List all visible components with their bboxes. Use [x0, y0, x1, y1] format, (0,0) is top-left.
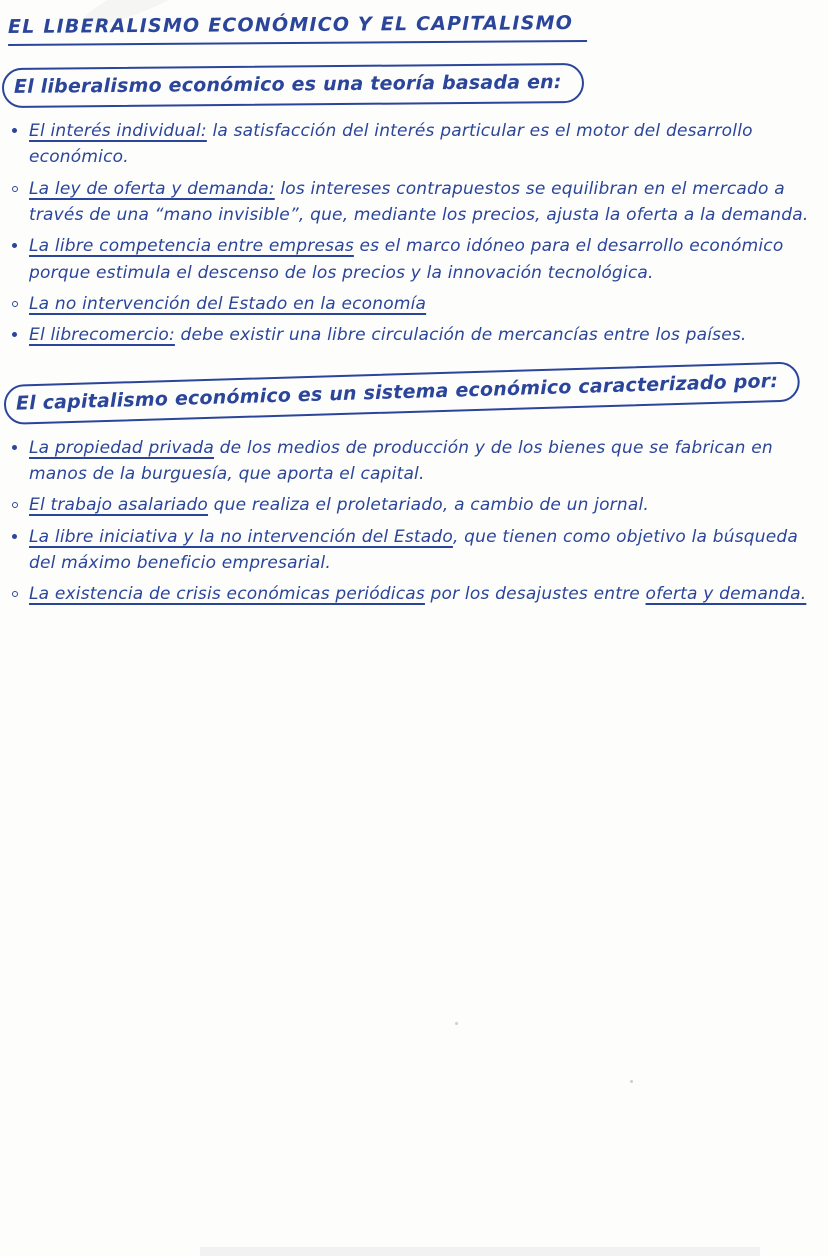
bullet-text [29, 236, 783, 282]
paper-speck [630, 1080, 633, 1083]
bullet-text [29, 438, 773, 484]
list-item [8, 322, 826, 348]
underlined-phrase: El librecomercio: [29, 325, 175, 346]
underlined-phrase: La ley de oferta y demanda: [29, 178, 275, 199]
bullet-marker [12, 186, 18, 192]
bullet-marker [12, 243, 17, 248]
list-item [8, 176, 826, 229]
underlined-phrase: oferta y demanda. [645, 584, 807, 605]
plain-phrase: debe existir una libre circulación de mercancías entre los países. [174, 325, 747, 346]
bullet-marker [12, 534, 17, 539]
capitalismo-bullet-list [0, 435, 828, 608]
bullet-marker [12, 301, 18, 307]
list-item [8, 435, 826, 488]
list-item [8, 118, 826, 171]
liberalismo-heading: El liberalismo económico es una teoría basada en: [13, 71, 562, 98]
underlined-phrase: El interés individual: [29, 121, 207, 141]
bullet-text [29, 294, 426, 314]
bullet-text [29, 527, 798, 573]
capitalismo-heading: El capitalismo económico es un sistema económico caracterizado por: [15, 369, 779, 415]
underlined-phrase: La existencia de crisis económicas periódicas [29, 584, 425, 605]
plain-phrase: es el marco idóneo para el desarrollo económico porque estimula el descenso de los precios y la innovación tecnológica. [29, 236, 784, 283]
bullet-text [29, 121, 753, 167]
list-item [8, 291, 826, 317]
page-title: EL LIBERALISMO ECONÓMICO Y EL CAPITALISMO [8, 12, 587, 46]
liberalismo-heading-bubble [2, 63, 584, 108]
underlined-phrase: La libre competencia entre empresas [29, 236, 354, 257]
plain-phrase: que realiza el proletariado, a cambio de un jornal. [208, 495, 649, 516]
list-item [8, 233, 826, 286]
underlined-phrase: La no intervención del Estado en la economía [29, 294, 427, 315]
plain-phrase: la satisfacción del interés particular es el motor del desarrollo económico. [29, 121, 753, 168]
bullet-text [29, 179, 808, 225]
liberalismo-bullet-list [0, 118, 828, 349]
plain-phrase: los intereses contrapuestos se equilibran en el mercado a través de una “mano invisible”, que, mediante los precios, ajusta la oferta a la demanda. [29, 178, 809, 226]
section-capitalismo [0, 363, 828, 608]
plain-phrase: , que tienen como objetivo la búsqueda del máximo beneficio empresarial. [29, 526, 798, 574]
capitalismo-heading-bubble [3, 361, 800, 425]
bullet-marker [12, 591, 18, 597]
bullet-marker [12, 445, 17, 450]
underlined-phrase: La propiedad privada [29, 437, 215, 458]
bullet-marker [12, 332, 17, 337]
bullet-text [29, 495, 649, 515]
underlined-phrase: El trabajo asalariado [29, 495, 209, 516]
list-item [8, 581, 826, 607]
underlined-phrase: La libre iniciativa y la no intervención del Estado [29, 526, 453, 547]
bullet-marker [12, 502, 18, 508]
bullet-text [29, 584, 806, 604]
list-item [8, 524, 826, 577]
plain-phrase: por los desajustes entre [424, 584, 646, 605]
section-liberalismo [0, 46, 828, 349]
bullet-text [29, 325, 747, 345]
list-item [8, 492, 826, 518]
paper-speck [455, 1022, 458, 1025]
bullet-marker [12, 128, 17, 133]
plain-phrase: de los medios de producción y de los bienes que se fabrican en manos de la burguesía, que aporta el capital. [29, 437, 773, 485]
scan-edge-shadow [200, 1247, 760, 1256]
